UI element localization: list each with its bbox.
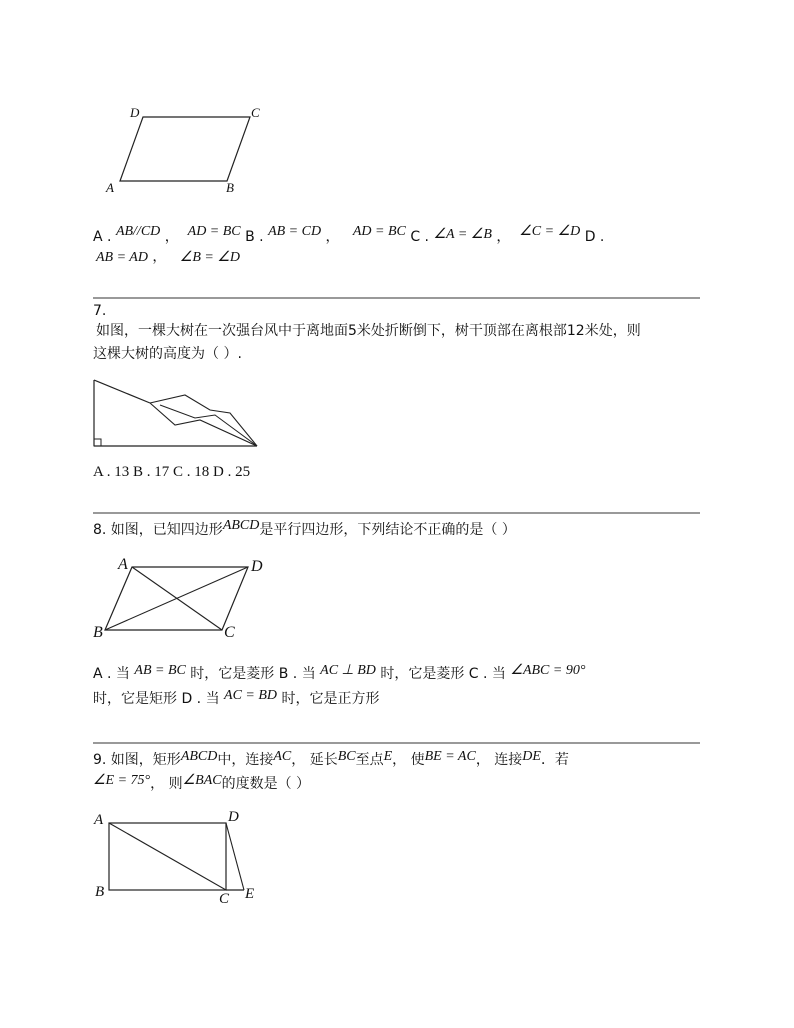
q9-text: ， 则	[150, 776, 183, 792]
q8-option-b-text: 时，它是菱形 B . 当	[190, 666, 316, 682]
q6-label-b: B	[226, 180, 234, 195]
q6-option-b-expr1: AB = CD	[268, 224, 322, 239]
q9-label-e: E	[245, 886, 255, 902]
q9-text: 至点	[355, 752, 384, 768]
q9-text: 的度数是（ ）	[221, 776, 311, 792]
q9-var-angle-bac: ∠BAC	[182, 773, 222, 788]
q6-option-c-expr1: ∠A = ∠B	[433, 227, 492, 242]
q9-var-be-ac: BE = AC	[424, 749, 476, 764]
q7-stem-line1: 如图，一棵大树在一次强台风中于离地面5米处折断倒下，树干顶部在离根部12米处，则	[96, 323, 641, 339]
q8-stem-text-end: 是平行四边形，下列结论不正确的是（ ）	[259, 522, 516, 538]
q9-var-abcd: ABCD	[180, 749, 218, 764]
q9-label-b: B	[95, 884, 105, 900]
q9-var-bc: BC	[337, 749, 356, 764]
q7-number: 7.	[93, 303, 107, 319]
q8-option-a-text: A . 当	[93, 666, 130, 682]
q6-sep: ，	[325, 229, 340, 245]
q8-stem-text: 8. 如图，已知四边形	[93, 522, 223, 538]
q8-option-d-expr: AC = BD	[224, 688, 278, 703]
q6-sep: ，	[496, 229, 511, 245]
q9-label-d: D	[228, 809, 239, 825]
q8-option-a-expr: AB = BC	[134, 663, 186, 678]
q6-option-a-expr2: AD = BC	[187, 224, 241, 239]
q6-option-b-prefix: B .	[245, 229, 264, 245]
q9-label-c: C	[219, 891, 230, 907]
q8-label-d: D	[251, 558, 263, 575]
q8-option-b-expr: AC ⊥ BD	[320, 663, 376, 678]
q8-label-c: C	[224, 624, 235, 641]
q9-text: 9. 如图，矩形	[93, 752, 181, 768]
q8-option-c-expr: ∠ABC = 90°	[510, 663, 586, 678]
q9-var-ac: AC	[273, 749, 292, 764]
q9-var-e: E	[383, 749, 393, 764]
q7-stem-line2: 这棵大树的高度为（ ）.	[93, 346, 242, 362]
q6-label-d: D	[130, 105, 140, 120]
q9-label-a: A	[94, 812, 104, 828]
q9-text: ， 使	[392, 752, 425, 768]
q6-option-d-expr2: ∠B = ∠D	[179, 250, 240, 265]
q9-var-angle-e: ∠E = 75°	[93, 773, 151, 788]
q8-label-a: A	[118, 556, 128, 573]
q9-text: ， 连接	[475, 752, 523, 768]
q6-option-c-expr2: ∠C = ∠D	[519, 224, 581, 239]
q8-label-b: B	[93, 624, 103, 641]
q9-var-de: DE	[522, 749, 541, 764]
q9-text: ．若	[540, 752, 569, 768]
q8-option-d-end: 时，它是正方形	[281, 691, 380, 707]
q8-stem-var: ABCD	[222, 518, 260, 533]
q6-label-a: A	[106, 180, 114, 195]
q6-option-b-expr2: AD = BC	[352, 224, 406, 239]
q6-sep: ，	[164, 229, 179, 245]
q7-options: A . 13 B . 17 C . 18 D . 25	[93, 464, 251, 480]
q6-option-c-prefix: C .	[410, 229, 430, 245]
q9-text: ， 延长	[291, 752, 338, 768]
q6-option-d-expr1: AB = AD	[96, 250, 148, 265]
q6-label-c: C	[251, 105, 260, 120]
q6-option-a-prefix: A .	[93, 229, 112, 245]
q6-option-d-prefix: D .	[584, 229, 605, 245]
q8-option-d-text: 时，它是矩形 D . 当	[93, 691, 220, 707]
q6-sep: ，	[152, 249, 167, 265]
q9-text: 中，连接	[217, 752, 274, 768]
q8-option-c-text: 时，它是菱形 C . 当	[380, 666, 506, 682]
q6-option-a-expr1: AB//CD	[115, 224, 161, 239]
